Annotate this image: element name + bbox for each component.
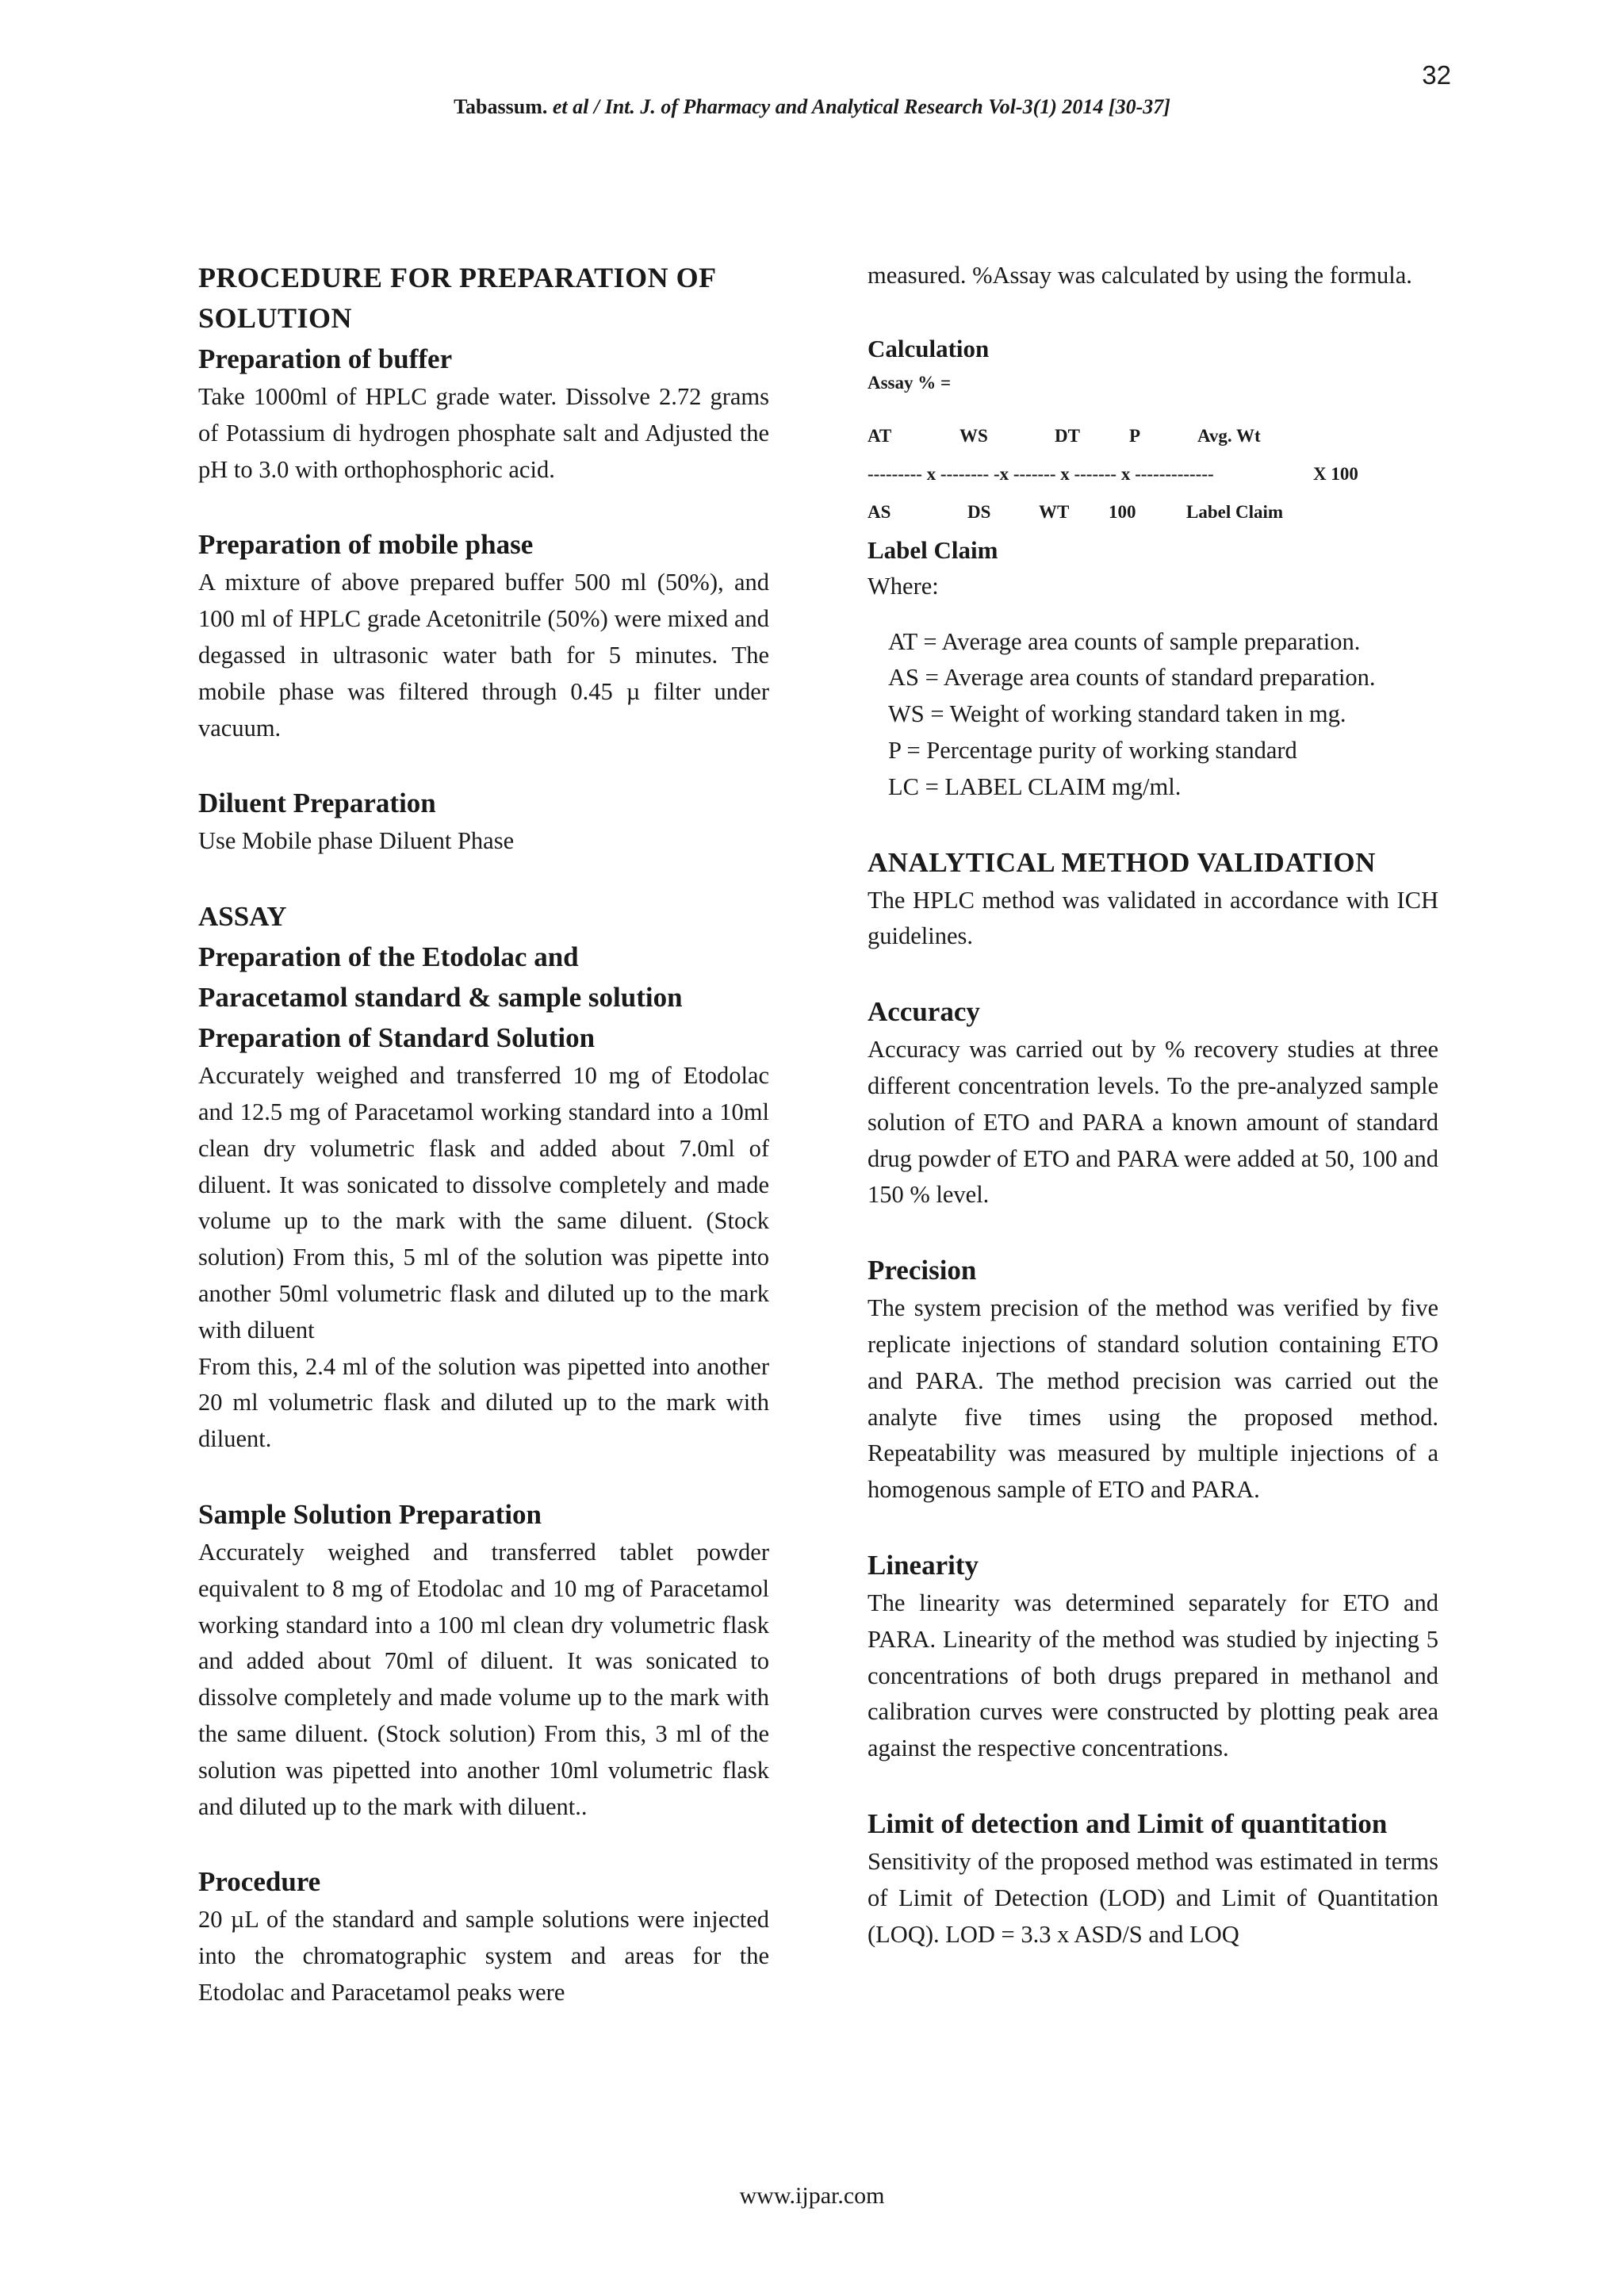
validation-paragraph: The HPLC method was validated in accordance with ICH guidelines. <box>868 886 1438 950</box>
definition-as: AS = Average area counts of standard preparation. <box>888 664 1376 692</box>
where-label: Where: <box>868 572 939 600</box>
preparation-heading-line1: Preparation of the Etodolac and <box>198 941 579 973</box>
linearity-heading: Linearity <box>868 1549 979 1581</box>
header-journal: et al / Int. J. of Pharmacy and Analytical Research <box>552 95 983 118</box>
header-volume: Vol-3(1) 2014 [30-37] <box>982 95 1170 118</box>
continued-paragraph: measured. %Assay was calculated by using the formula. <box>868 262 1412 289</box>
formula-divider-row <box>868 456 1438 494</box>
calculation-heading: Calculation <box>868 334 990 362</box>
buffer-heading: Preparation of buffer <box>198 343 453 374</box>
formula-denominator-row <box>868 494 1438 532</box>
procedure-section-heading: PROCEDURE FOR PREPARATION OF SOLUTION <box>198 262 716 334</box>
precision-heading: Precision <box>868 1255 977 1286</box>
footer-website: www.ijpar.com <box>739 2183 885 2209</box>
definition-p: P = Percentage purity of working standard <box>888 736 1297 764</box>
formula-bottom-term: 100 <box>1109 501 1136 522</box>
formula-bottom-term: AS <box>868 501 891 522</box>
standard-solution-paragraph-2: From this, 2.4 ml of the solution was pipetted into another 20 ml volumetric flask and diluted up to the mark with diluent. <box>198 1352 769 1453</box>
validation-heading: ANALYTICAL METHOD VALIDATION <box>868 846 1376 878</box>
mobile-phase-paragraph: A mixture of above prepared buffer 500 ml (50%), and 100 ml of HPLC grade Acetonitrile (50%) were mixed and degassed in ultrasonic water bath for 5 minutes. The mobile phase was filtered through 0.45 µ filter under vacuum. <box>198 569 769 742</box>
formula-top-term: AT <box>868 425 892 446</box>
lod-loq-paragraph: Sensitivity of the proposed method was estimated in terms of Limit of Detection (LOD) and Limit of Quantitation (LOQ). LOD = 3.3 x ASD/S and LOQ <box>868 1847 1438 1948</box>
definition-lc: LC = LABEL CLAIM mg/ml. <box>888 772 1182 800</box>
standard-solution-heading: Preparation of Standard Solution <box>198 1022 596 1054</box>
formula-numerator-row <box>868 418 1438 456</box>
buffer-paragraph: Take 1000ml of HPLC grade water. Dissolve 2.72 grams of Potassium di hydrogen phosphate salt and Adjusted the pH to 3.0 with orthophosphoric acid. <box>198 383 769 483</box>
sample-solution-paragraph: Accurately weighed and transferred tablet powder equivalent to 8 mg of Etodolac and 10 mg of Paracetamol working standard into a 100 ml clean dry volumetric flask and added about 70ml of diluent. It was sonicated to dissolve completely and made volume up to the mark with the same diluent. (Stock solution) From this, 3 ml of the solution was pipetted into another 10ml volumetric flask and diluted up to the mark with diluent.. <box>198 1538 769 1820</box>
formula-top-term: WS <box>959 425 988 446</box>
definition-at: AT = Average area counts of sample preparation. <box>888 627 1361 655</box>
preparation-heading-line2: Paracetamol standard & sample solution <box>198 982 683 1014</box>
formula-bottom-term: DS <box>967 501 991 522</box>
precision-paragraph: The system precision of the method was verified by five replicate injections of standard solution containing ETO and PARA. The method precision was carried out the analyte five times using the proposed method. Repeatability was measured by multiple injections of a homogenous sample of ETO and PARA. <box>868 1294 1438 1504</box>
accuracy-paragraph: Accuracy was carried out by % recovery studies at three different concentration levels. To the pre-analyzed sample solution of ETO and PARA a known amount of standard drug powder of ETO and PARA were added at 50, 100 and 150 % level. <box>868 1036 1438 1209</box>
formula-multiplier: X 100 <box>1313 463 1358 484</box>
linearity-paragraph: The linearity was determined separately for ETO and PARA. Linearity of the method was studied by injecting 5 concentrations of both drugs prepared in methanol and calibration curves were constructed by plotting peak area against the respective concentrations. <box>868 1589 1438 1762</box>
running-header <box>0 95 1624 119</box>
page-number: 32 <box>1422 60 1451 90</box>
label-claim-heading: Label Claim <box>868 535 998 564</box>
diluent-heading: Diluent Preparation <box>198 788 436 819</box>
mobile-phase-heading: Preparation of mobile phase <box>198 529 534 561</box>
formula-top-term: DT <box>1055 425 1080 446</box>
definition-ws: WS = Weight of working standard taken in mg. <box>888 700 1346 728</box>
left-column <box>198 258 769 2011</box>
formula-divider: --------- x -------- -x ------- x ------- x ------------- <box>868 463 1214 484</box>
procedure-paragraph: 20 µL of the standard and sample solutions were injected into the chromatographic system and areas for the Etodolac and Paracetamol peaks were <box>198 1906 769 2006</box>
accuracy-heading: Accuracy <box>868 996 980 1028</box>
lod-loq-heading: Limit of detection and Limit of quantitation <box>868 1807 1388 1839</box>
assay-heading: ASSAY <box>198 901 287 933</box>
standard-solution-paragraph: Accurately weighed and transferred 10 mg of Etodolac and 12.5 mg of Paracetamol working standard into a 10ml clean dry volumetric flask and added about 7.0ml of diluent. It was sonicated to dissolve completely and made volume up to the mark with the same diluent. (Stock solution) From this, 5 ml of the solution was pipette into another 50ml volumetric flask and diluted up to the mark with diluent <box>198 1062 769 1343</box>
formula-top-term: Avg. Wt <box>1197 425 1261 446</box>
header-authors: Tabassum. <box>454 95 553 118</box>
sample-solution-heading: Sample Solution Preparation <box>198 1498 542 1530</box>
diluent-paragraph: Use Mobile phase Diluent Phase <box>198 827 515 855</box>
procedure-heading: Procedure <box>198 1866 321 1898</box>
formula-top-term: P <box>1129 425 1141 446</box>
assay-equation-label: Assay % = <box>868 372 952 393</box>
formula-bottom-term: WT <box>1039 501 1070 522</box>
right-column <box>868 258 1438 1953</box>
formula-bottom-term: Label Claim <box>1186 501 1284 522</box>
